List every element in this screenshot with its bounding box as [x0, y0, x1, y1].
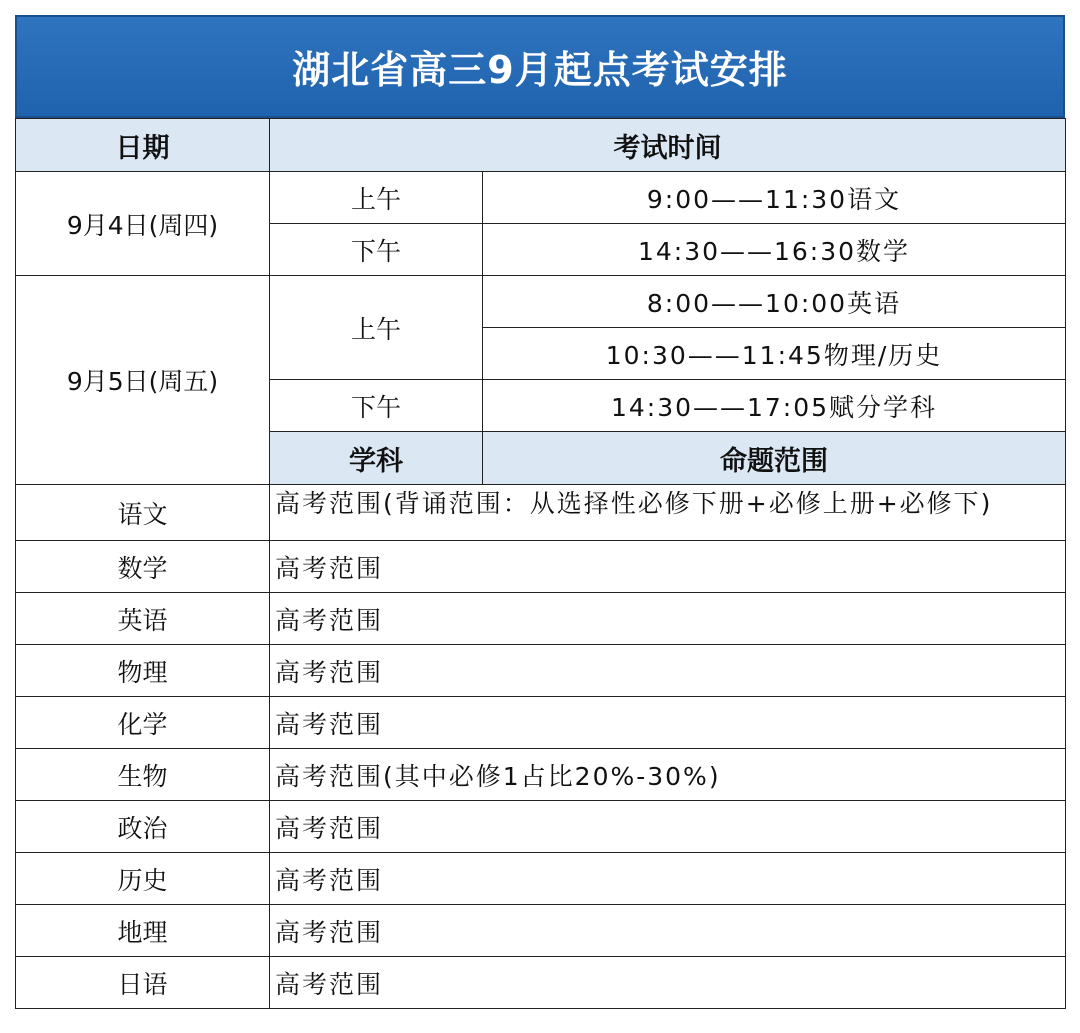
exam-range: 高考范围: [270, 541, 1066, 593]
exam-time-slot: 14:30——16:30数学: [483, 224, 1066, 276]
subject-row: [16, 801, 1066, 853]
subject-name: 生物: [16, 749, 270, 801]
exam-range: 高考范围: [270, 593, 1066, 645]
exam-period: 上午: [270, 276, 483, 380]
exam-range: 高考范围(背诵范围：从选择性必修下册+必修上册+必修下): [275, 489, 993, 518]
exam-time-slot: 8:00——10:00英语: [483, 276, 1066, 328]
subject-name: 历史: [16, 853, 270, 905]
exam-range: 高考范围: [270, 853, 1066, 905]
exam-period: 下午: [270, 380, 483, 432]
time-column-header: 考试时间: [270, 119, 1066, 172]
exam-schedule-sheet: [15, 15, 1065, 1009]
schedule-row: [16, 276, 1066, 328]
subject-name: 政治: [16, 801, 270, 853]
exam-time-slot: 9:00——11:30语文: [483, 172, 1066, 224]
exam-range: 高考范围: [270, 905, 1066, 957]
subject-row: [16, 645, 1066, 697]
exam-period: 上午: [270, 172, 483, 224]
subject-name: 英语: [16, 593, 270, 645]
exam-date: 9月5日(周五): [16, 276, 270, 485]
date-column-header: 日期: [16, 119, 270, 172]
subject-row: [16, 485, 1066, 541]
exam-range: 高考范围(其中必修1占比20%-30%): [270, 749, 1066, 801]
subject-row: [16, 957, 1066, 1009]
subject-name: 化学: [16, 697, 270, 749]
page-title: 湖北省高三9月起点考试安排: [15, 15, 1065, 118]
subject-row: [16, 697, 1066, 749]
exam-range: 高考范围: [270, 801, 1066, 853]
subject-name: 日语: [16, 957, 270, 1009]
exam-range: 高考范围: [270, 957, 1066, 1009]
exam-schedule-table: [15, 118, 1066, 1009]
subject-name: 语文: [16, 485, 270, 541]
exam-period: 下午: [270, 224, 483, 276]
subject-name: 物理: [16, 645, 270, 697]
schedule-header-row: [16, 119, 1066, 172]
subject-name: 数学: [16, 541, 270, 593]
subject-row: [16, 541, 1066, 593]
range-column-header: 命题范围: [483, 432, 1066, 485]
exam-time-slot: 14:30——17:05赋分学科: [483, 380, 1066, 432]
subject-name: 地理: [16, 905, 270, 957]
subject-row: [16, 853, 1066, 905]
subject-row: [16, 905, 1066, 957]
exam-range: 高考范围: [270, 645, 1066, 697]
subject-column-header: 学科: [270, 432, 483, 485]
schedule-row: [16, 172, 1066, 224]
exam-date: 9月4日(周四): [16, 172, 270, 276]
subject-row: [16, 593, 1066, 645]
subject-row: [16, 749, 1066, 801]
exam-range: 高考范围: [270, 697, 1066, 749]
exam-time-slot: 10:30——11:45物理/历史: [483, 328, 1066, 380]
